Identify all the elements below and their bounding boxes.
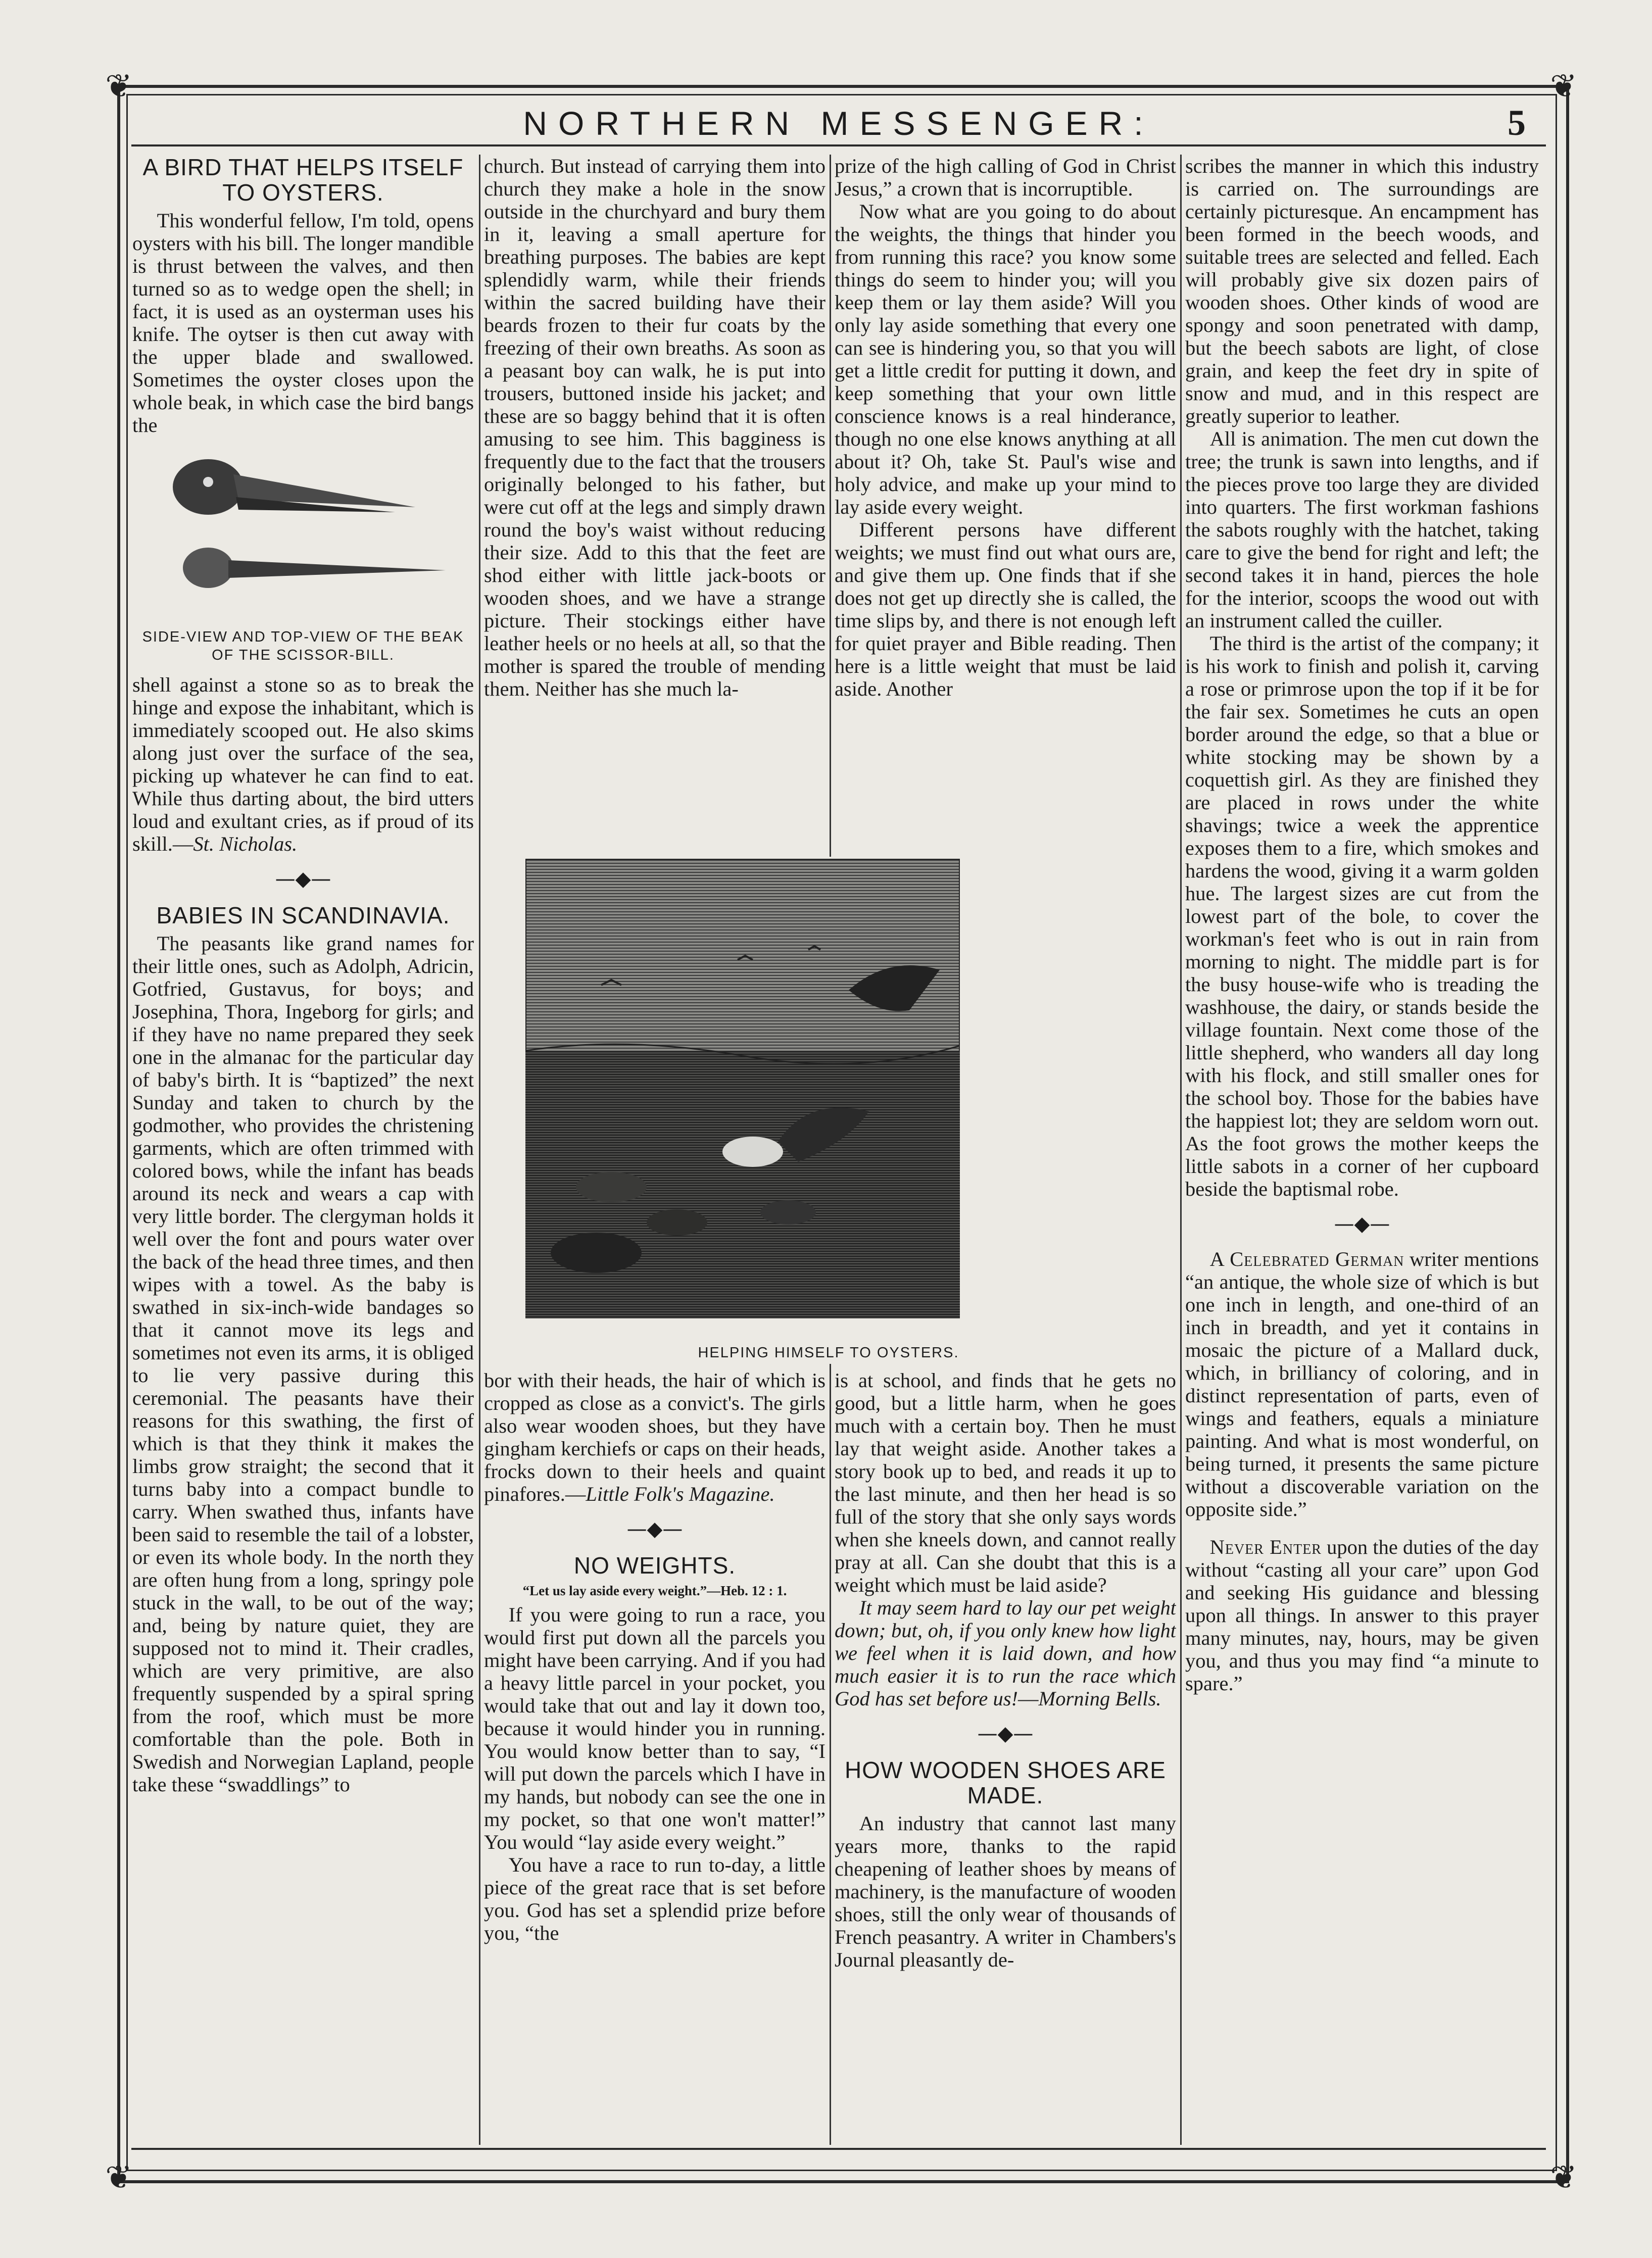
no-weights-paragraph-3: prize of the high calling of God in Christ Jesus,” a crown that is incorruptible. [835,155,1176,200]
wooden-shoes-paragraph-3: All is animation. The men cut down the tree; the trunk is sawn into lengths, and if the pieces prove too large they are divided into quarters. The first workman fashions the sabots roughly with the hatchet, taking care to give the bend for right and left; the second takes it in hand, pierces the hole for the interior, scoops the wood out with an instrument called the cuiller. [1185,427,1539,632]
babies-paragraph-1: The peasants like grand names for their little ones, such as Adolph, Adricin, Gotfried, Gustavus, for boys; and Josephina, Thora, Ingeborg for girls; and if they have no name prepared they seek one in the almanac for the particular day of baby's birth. It is “baptized” the next Sunday and taken to church by the godmother, who provides the christening garments, which are often trimmed with colored bows, while the infant has beads around its neck and wears a cap with very little border. The clergyman holds it well over the font and pours water over the back of the head three times, and then wipes with a towel. As the baby is swathed in six-inch-wide bandages so that it cannot move its legs and sometimes not even its arms, it is obliged to lie very passive during this ceremonial. The peasants have their reasons for this swathing, the first of which is that they think it makes the limbs grow straight; the second that it turns baby into a compact bundle to carry. When swathed thus, infants have been said to resemble the tail of a lobster, or even its whole body. In the north they are often hung from a long, springy pole stuck in the wall, to be out of the way; and, being by nature quiet, they are supposed not to mind it. Their cradles, which are very primitive, are also frequently suspended by a spiral spring from the roof, which must be more comfortable than the pole. Both in Swedish and Norwegian Lapland, people take these “swaddlings” to [132,932,474,1796]
article-title-bird: A BIRD THAT HELPS ITSELF TO OYSTERS. [142,155,464,206]
corner-ornament-bottom-right: ❦ [1550,2159,1577,2196]
bird-paragraph-1: This wonderful fellow, I'm told, opens oysters with his bill. The longer mandible is thrust between the valves, and then turned so as to wedge open the shell; in fact, it is used as an oysterman uses his knife. The oytser is then cut away with the upper blade and swallowed. Sometimes the oyster closes upon the whole beak, in which case the bird bangs the [132,209,474,436]
no-weights-paragraph-4: Now what are you going to do about the weights, the things that hinder you from running this race? you know some things do seem to hinder you; will you keep them or lay them aside? Will you only lay aside something that every one can see is hindering you, so that you will get a little credit for putting it down, and keep something that your own little conscience knows is a real hinderance, though no one else knows anything at all about it? Oh, take St. Paul's wise and holy advice, and make up your mind to lay aside every weight. [835,200,1176,518]
babies-source: Little Folk's Magazine. [586,1483,775,1505]
article-title-babies: BABIES IN SCANDINAVIA. [156,902,450,928]
corner-ornament-top-right: ❦ [1550,68,1577,105]
no-weights-paragraph-6: is at school, and finds that he gets no good, but a little harm, when he goes much with a certain boy. Then he must lay that weight aside. Another takes a story book up to bed, and reads it up to the last minute, and then her head is so full of the story that she only says words when she kneels down, and cannot really pray at all. Can she doubt that this is a weight which must be laid aside? [835,1369,1176,1596]
oyster-bird-illustration [525,859,960,1318]
german-antique-paragraph: A Celebrated German writer mentions “an antique, the whole size of which is but one inch in length, and one-third of an inch in breadth, and yet it contains in mosaic the picture of a Mallard duck, which, in brilliancy of coloring, and in distinct representation of parts, even of wings and feathers, equals a miniature painting. And what is most wonderful, on being turned, it presents the same picture without a discoverable variation on the opposite side.” [1185,1248,1539,1520]
page-number: 5 [1508,103,1526,143]
beak-figure-caption: SIDE-VIEW AND TOP-VIEW OF THE BEAK OF THE SCISSOR-BILL. [142,629,464,663]
column-1 [132,155,474,2145]
no-weights-source: Morning Bells. [1038,1687,1161,1710]
column-rule-2-bottom [830,1364,831,2145]
column-4 [1185,155,1539,2145]
divider-ornament: —◆— [1334,1212,1390,1236]
bird-paragraph-2: shell against a stone so as to break the hinge and expose the inhabitant, which is immediately scooped out. He also skims along just over the surface of the sea, picking up whatever he can find to eat. While thus darting about, the bird utters loud and exultant cries, as if proud of its skill.—St. Nicholas. [132,673,474,855]
no-weights-paragraph-7: It may seem hard to lay our pet weight down; but, oh, if you only knew how light we feel when it is laid down, and how much easier it is to run the race which God has set before us!—Morning Bells. [835,1596,1176,1710]
divider-ornament: —◆— [977,1722,1034,1745]
column-3-lower [835,1369,1176,2145]
corner-ornament-top-left: ❦ [105,68,132,105]
babies-paragraph-continued: church. But instead of carrying them into church they make a hole in the snow outside in the churchyard and bury them in it, leaving a small aperture for breathing purposes. The babies are kept splendidly warm, while their friends within the sacred building have their beards frozen to their fur coats by the freezing of their own breaths. As soon as a peasant boy can walk, he is put into trousers, buttoned inside his jacket; and these are so baggy behind that it is often amusing to see him. This bagginess is frequently due to the fact that the trousers originally belonged to his father, but were cut off at the legs and simply drawn round the boy's waist without reducing their size. Add to this that the feet are shod either with little jack-boots or wooden shoes, and we have a strange picture. Their stockings either have leather heels or no heels at all, so that the mother is spared the trouble of mending them. Neither has she much la- [484,155,825,700]
no-weights-paragraph-2: You have a race to run to-day, a little piece of the great race that is set before you. God has set a splendid prize before you, “the [484,1853,825,1944]
no-weights-paragraph-5: Different persons have different weights; we must find out what ours are, and give them up. One finds that if she does not get up directly she is called, the time slips by, and there is not enough left for quiet prayer and Bible reading. Then here is a little weight that must be laid aside. Another [835,518,1176,700]
article-title-no-weights: NO WEIGHTS. [573,1552,736,1579]
column-rule-2-top [830,155,831,857]
divider-ornament: —◆— [626,1517,683,1541]
wooden-shoes-paragraph-4: The third is the artist of the company; it is his work to finish and polish it, carving a rose or primrose upon the top if it be for the fair sex. Sometimes he cuts an open border around the edge, so that a blue or white stocking may be shown by a coquettish girl. As they are finished they are placed in rows under the white shavings; twice a week the apprentice exposes them to a fire, which smokes and hardens the wood, giving it a warm golden hue. The largest sizes are cut from the lowest part of the bole, to cover the workman's feet who is out in rain from morning to night. The middle part is for the busy house-wife who is treading the washhouse, the dairy, or stands beside the village fountain. Next come those of the little shepherd, who wanders all day long with his flock, and still smaller ones for the school boy. Those for the babies have the happiest lot; they are seldom worn out. As the foot grows the mother keeps the little sabots in a corner of her cupboard beside the baptismal robe. [1185,632,1539,1200]
never-enter-paragraph: Never Enter upon the duties of the day without “casting all your care” upon God and seeking His guidance and blessing upon all things. In answer to this prayer many minutes, nay, hours, may be given you, and thus you may find “a minute to spare.” [1185,1536,1539,1695]
wooden-shoes-paragraph-1: An industry that cannot last many years more, thanks to the rapid cheapening of leather shoes by means of machinery, is the manufacture of wooden shoes, still the only wear of thousands of French peasantry. A writer in Chambers's Journal pleasantly de- [835,1812,1176,1971]
wooden-shoes-paragraph-2: scribes the manner in which this industry is carried on. The surroundings are certainly picturesque. An encampment has been formed in the beech woods, and suitable trees are selected and felled. Each will probably give six dozen pairs of wooden shoes. Other kinds of wood are spongy and soon penetrated with damp, but the beech sabots are light, of close grain, and keep the feet dry in spite of snow and mud, and in this respect are greatly superior to leather. [1185,155,1539,427]
bottom-rule [131,2148,1546,2150]
column-2-lower [484,1369,825,2145]
illustration-caption: HELPING HIMSELF TO OYSTERS. [698,1345,959,1361]
scissor-bill-beak-figure [132,447,474,613]
article-title-wooden-shoes: HOW WOODEN SHOES ARE MADE. [845,1757,1166,1808]
beak-side-view [173,459,415,515]
beak-top-view [183,548,446,588]
babies-paragraph-end: bor with their heads, the hair of which is cropped as close as a convict's. The girls also wear wooden shoes, but they have gingham kerchiefs or caps on their heads, frocks down to their heels and quaint pinafores.—Little Folk's Magazine. [484,1369,825,1505]
corner-ornament-bottom-left: ❦ [105,2159,132,2196]
column-3 [835,155,1176,857]
masthead [131,99,1546,146]
masthead-title: NORTHERN MESSENGER: [523,105,1154,142]
column-rule-3 [1180,155,1182,2145]
no-weights-epigraph: “Let us lay aside every weight.”—Heb. 12 : 1. [522,1583,787,1598]
column-rule-1 [479,155,480,2145]
bird-source: St. Nicholas. [193,832,298,855]
divider-ornament: —◆— [275,867,331,891]
no-weights-paragraph-1: If you were going to run a race, you would first put down all the parcels you might have been carrying. And if you had a heavy little parcel in your pocket, you would take that out and lay it down too, because it would hinder you in running. You would know better than to say, “I will put down the parcels which I have in my hands, but nobody can see the one in my pocket, so that one won't matter!” You would “lay aside every weight.” [484,1603,825,1853]
